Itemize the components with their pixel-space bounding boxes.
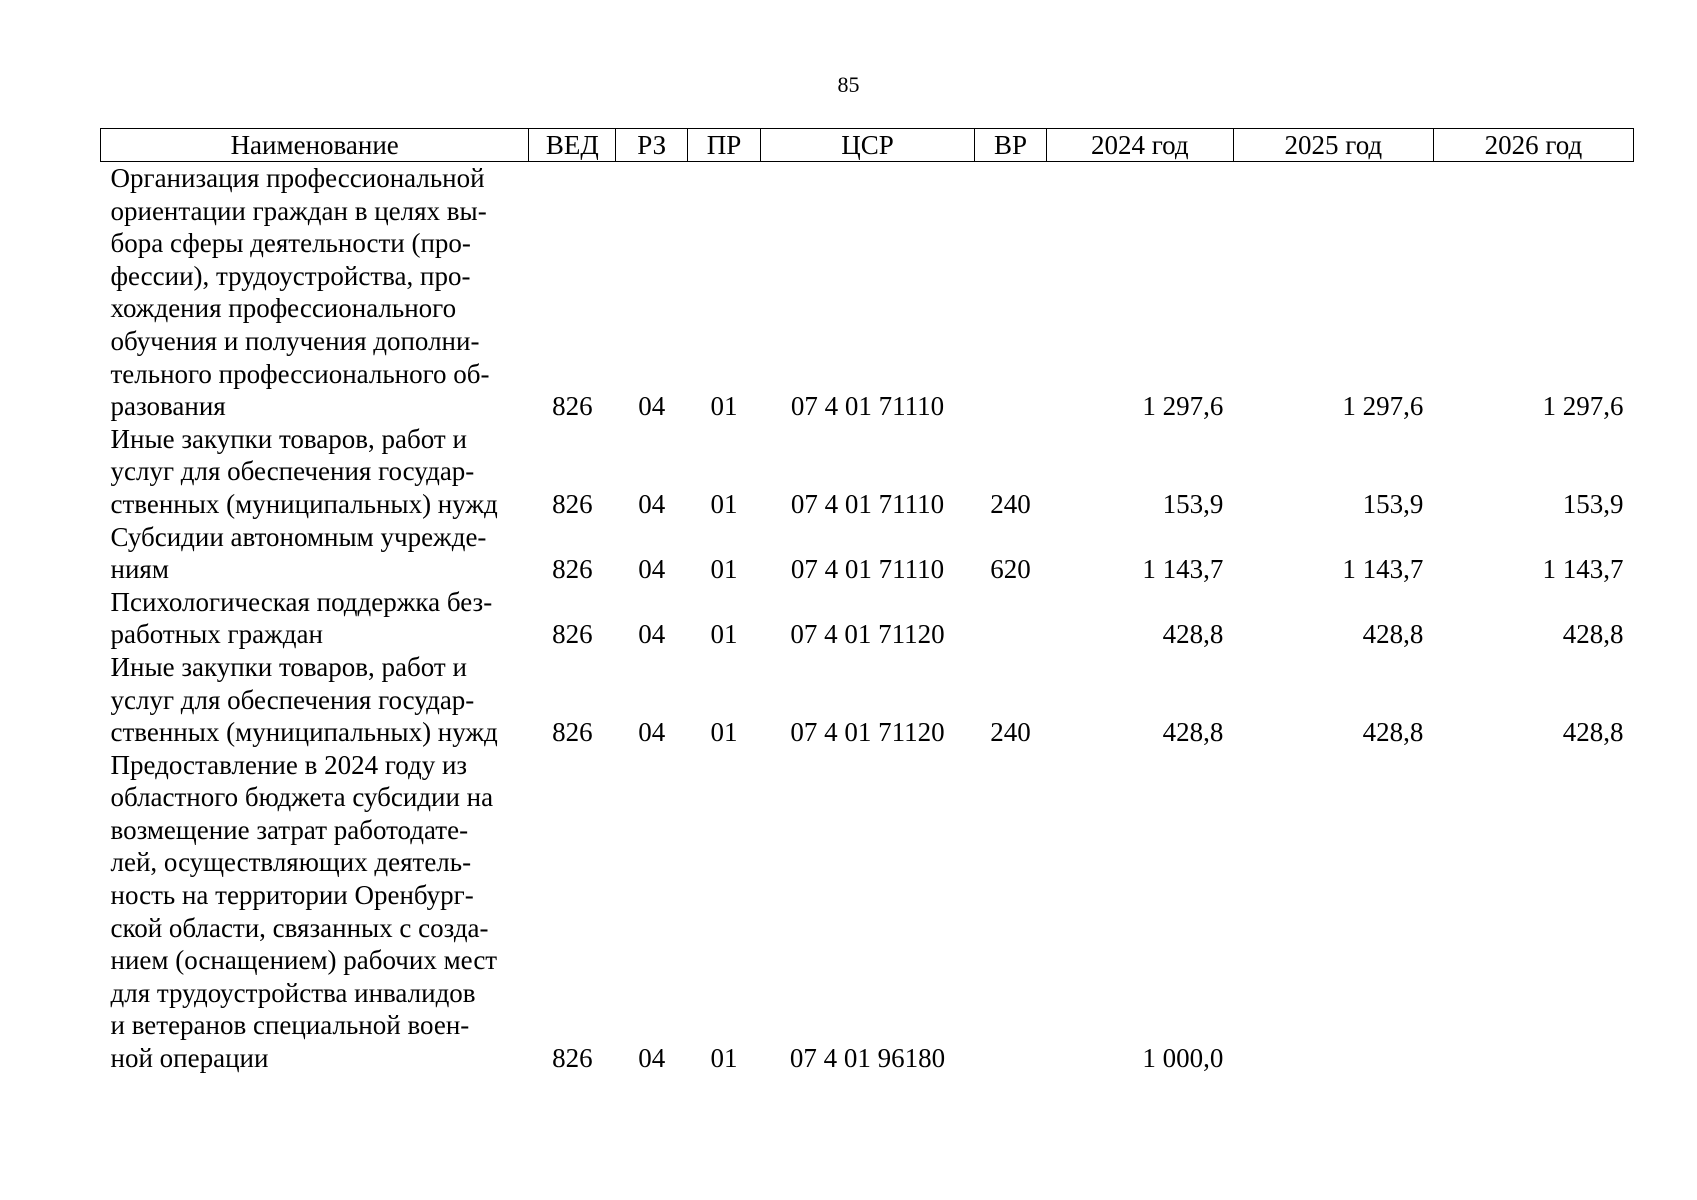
row-csr: 07 4 01 71110 bbox=[790, 488, 945, 519]
row-2024: 1 143,7 bbox=[1142, 554, 1224, 585]
row-ved: 826 bbox=[552, 488, 593, 519]
table-row bbox=[101, 749, 1634, 1075]
header-rz: РЗ bbox=[616, 129, 688, 162]
row-2025: 1 297,6 bbox=[1342, 391, 1424, 422]
row-ved: 826 bbox=[552, 1043, 593, 1074]
row-vr: 240 bbox=[990, 488, 1031, 519]
row-csr: 07 4 01 71120 bbox=[790, 717, 945, 748]
table-row bbox=[101, 423, 1634, 521]
budget-table bbox=[100, 128, 1634, 1075]
row-2025: 1 143,7 bbox=[1342, 554, 1424, 585]
row-2025: 428,8 bbox=[1362, 619, 1424, 650]
row-2026 bbox=[1433, 749, 1633, 1075]
header-pr: ПР bbox=[688, 129, 761, 162]
row-2025: 153,9 bbox=[1362, 488, 1424, 519]
header-vr: ВР bbox=[975, 129, 1047, 162]
row-ved: 826 bbox=[552, 391, 593, 422]
row-csr: 07 4 01 96180 bbox=[789, 1043, 946, 1074]
row-pr: 01 bbox=[710, 391, 738, 422]
row-pr: 01 bbox=[710, 619, 738, 650]
row-2026: 428,8 bbox=[1562, 619, 1624, 650]
row-rz: 04 bbox=[638, 391, 666, 422]
row-2024: 428,8 bbox=[1162, 619, 1224, 650]
row-csr: 07 4 01 71110 bbox=[790, 554, 945, 585]
row-ved: 826 bbox=[552, 554, 593, 585]
row-pr: 01 bbox=[710, 717, 738, 748]
row-2024: 1 000,0 bbox=[1142, 1043, 1224, 1074]
row-name: Иные закупки товаров, работ и услуг для обеспечения государ- ственных (муниципальных) нужд bbox=[110, 423, 498, 519]
row-rz: 04 bbox=[638, 1043, 666, 1074]
row-2026: 1 297,6 bbox=[1542, 391, 1624, 422]
row-pr: 01 bbox=[710, 554, 738, 585]
row-2026: 428,8 bbox=[1562, 717, 1624, 748]
row-2024: 153,9 bbox=[1162, 488, 1224, 519]
header-name: Наименование bbox=[101, 129, 529, 162]
row-name: Организация профессиональной ориентации граждан в целях вы- бора сферы деятельности (про- фессии), трудоустройства, про- хождения профессионального обучения и получения дополни- тельного профессионального об- разования bbox=[110, 163, 490, 422]
row-ved: 826 bbox=[552, 619, 593, 650]
row-name: Иные закупки товаров, работ и услуг для обеспечения государ- ственных (муниципальных) нужд bbox=[110, 651, 498, 748]
row-2026: 153,9 bbox=[1562, 488, 1624, 519]
row-vr: 240 bbox=[990, 717, 1031, 748]
header-csr: ЦСР bbox=[760, 129, 974, 162]
row-2024: 428,8 bbox=[1162, 717, 1224, 748]
table-row bbox=[101, 162, 1634, 423]
row-vr bbox=[975, 162, 1047, 423]
row-vr bbox=[975, 586, 1047, 651]
row-rz: 04 bbox=[638, 619, 666, 650]
table-header-row bbox=[101, 129, 1634, 162]
row-csr: 07 4 01 71120 bbox=[790, 619, 945, 650]
row-ved: 826 bbox=[552, 717, 593, 748]
row-name: Психологическая поддержка без- работных граждан bbox=[110, 586, 493, 650]
table-row bbox=[101, 521, 1634, 586]
page-number: 85 bbox=[837, 72, 860, 97]
row-2026: 1 143,7 bbox=[1542, 554, 1624, 585]
header-ved: ВЕД bbox=[529, 129, 616, 162]
row-2025 bbox=[1233, 749, 1433, 1075]
row-2025: 428,8 bbox=[1362, 717, 1424, 748]
row-2024: 1 297,6 bbox=[1142, 391, 1224, 422]
table-row bbox=[101, 586, 1634, 651]
row-rz: 04 bbox=[638, 488, 666, 519]
header-2025: 2025 год bbox=[1233, 129, 1433, 162]
header-2024: 2024 год bbox=[1046, 129, 1233, 162]
table-row bbox=[101, 651, 1634, 749]
row-rz: 04 bbox=[638, 554, 666, 585]
row-pr: 01 bbox=[710, 488, 738, 519]
row-name: Субсидии автономным учрежде- ниям bbox=[110, 521, 487, 585]
row-rz: 04 bbox=[638, 717, 666, 748]
header-2026: 2026 год bbox=[1433, 129, 1633, 162]
row-vr bbox=[975, 749, 1047, 1075]
row-pr: 01 bbox=[710, 1043, 738, 1074]
row-vr: 620 bbox=[990, 554, 1031, 585]
row-csr: 07 4 01 71110 bbox=[790, 391, 945, 422]
row-name: Предоставление в 2024 году из областного бюджета субсидии на возмещение затрат работодате- лей, осуществляющих деятель- ность на территории Оренбург- ской области, связанных с созда- нием (оснащением) рабочих мест для трудоустройства инвалидов и ветеранов специальной воен- ной операции bbox=[110, 749, 498, 1074]
